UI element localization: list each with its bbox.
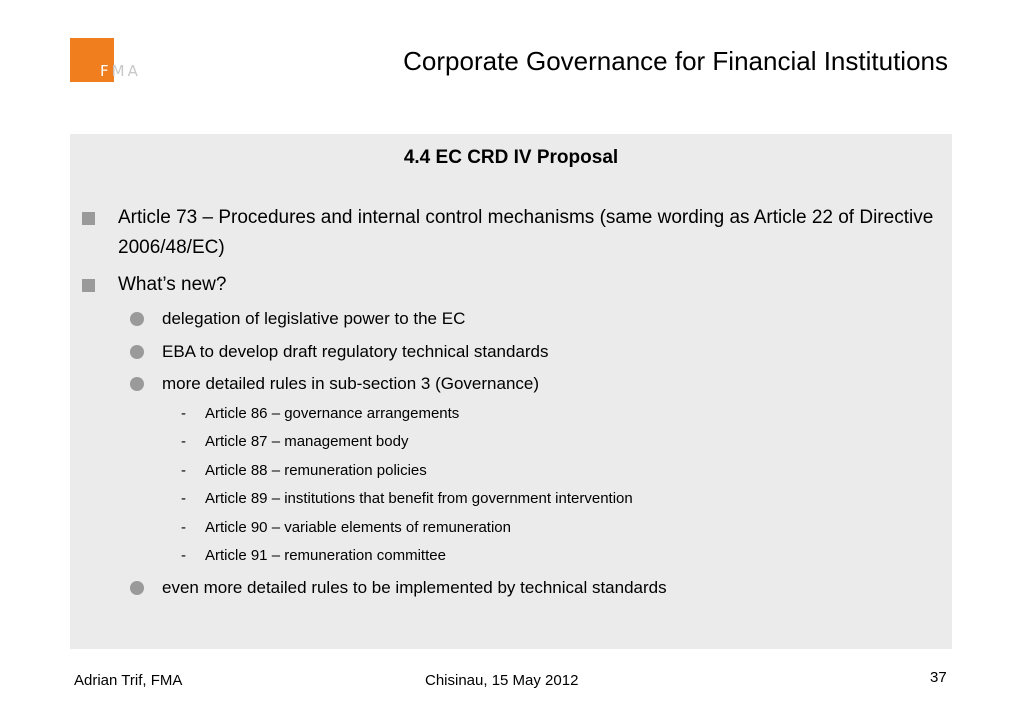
article-item	[181, 546, 446, 566]
bullet-text: What’s new?	[118, 274, 227, 295]
article-text: Article 89 – institutions that benefit from government intervention	[205, 490, 633, 507]
article-text: Article 86 – governance arrangements	[205, 405, 460, 422]
circle-bullet-icon	[130, 312, 144, 326]
circle-bullet-icon	[130, 345, 144, 359]
content-panel	[70, 134, 952, 649]
subbullet-text: more detailed rules in sub-section 3 (Governance)	[162, 374, 540, 393]
subbullet-detailed-rules	[162, 373, 539, 395]
footer-place-date: Chisinau, 15 May 2012	[425, 672, 579, 689]
fma-logo	[70, 38, 150, 84]
square-bullet-icon	[82, 212, 95, 225]
dash-bullet: -	[181, 433, 186, 450]
dash-bullet: -	[181, 490, 186, 507]
article-item	[181, 432, 409, 452]
dash-bullet: -	[181, 547, 186, 564]
footer-author: Adrian Trif, FMA	[74, 672, 183, 689]
article-text: Article 91 – remuneration committee	[205, 547, 446, 564]
article-item	[181, 461, 427, 481]
subbullet-text: EBA to develop draft regulatory technical standards	[162, 342, 549, 361]
article-item	[181, 489, 633, 509]
square-bullet-icon	[82, 279, 95, 292]
logo-letters-ma: MA	[111, 62, 141, 80]
article-item	[181, 404, 460, 424]
bullet-article-73	[118, 203, 948, 263]
subbullet-eba	[162, 341, 549, 363]
circle-bullet-icon	[130, 377, 144, 391]
dash-bullet: -	[181, 405, 186, 422]
slide-title: 4.4 EC CRD IV Proposal	[403, 147, 619, 168]
subbullet-delegation	[162, 308, 465, 330]
bullet-whats-new	[118, 270, 948, 300]
circle-bullet-icon	[130, 581, 144, 595]
logo-letter-f: F	[100, 62, 112, 80]
article-text: Article 88 – remuneration policies	[205, 462, 427, 479]
article-text: Article 87 – management body	[205, 433, 409, 450]
page-number: 37	[930, 669, 947, 686]
subbullet-text: even more detailed rules to be implemented by technical standards	[162, 578, 667, 597]
article-item	[181, 518, 511, 538]
subbullet-text: delegation of legislative power to the EC	[162, 309, 466, 328]
article-text: Article 90 – variable elements of remuneration	[205, 519, 511, 536]
header-title: Corporate Governance for Financial Institutions	[403, 46, 948, 76]
logo-text	[100, 62, 141, 80]
subbullet-technical-standards	[162, 577, 667, 599]
bullet-text: Article 73 – Procedures and internal control mechanisms (same wording as Article 22 of Directive 2006/48/EC)	[118, 207, 934, 258]
dash-bullet: -	[181, 462, 186, 479]
dash-bullet: -	[181, 519, 186, 536]
